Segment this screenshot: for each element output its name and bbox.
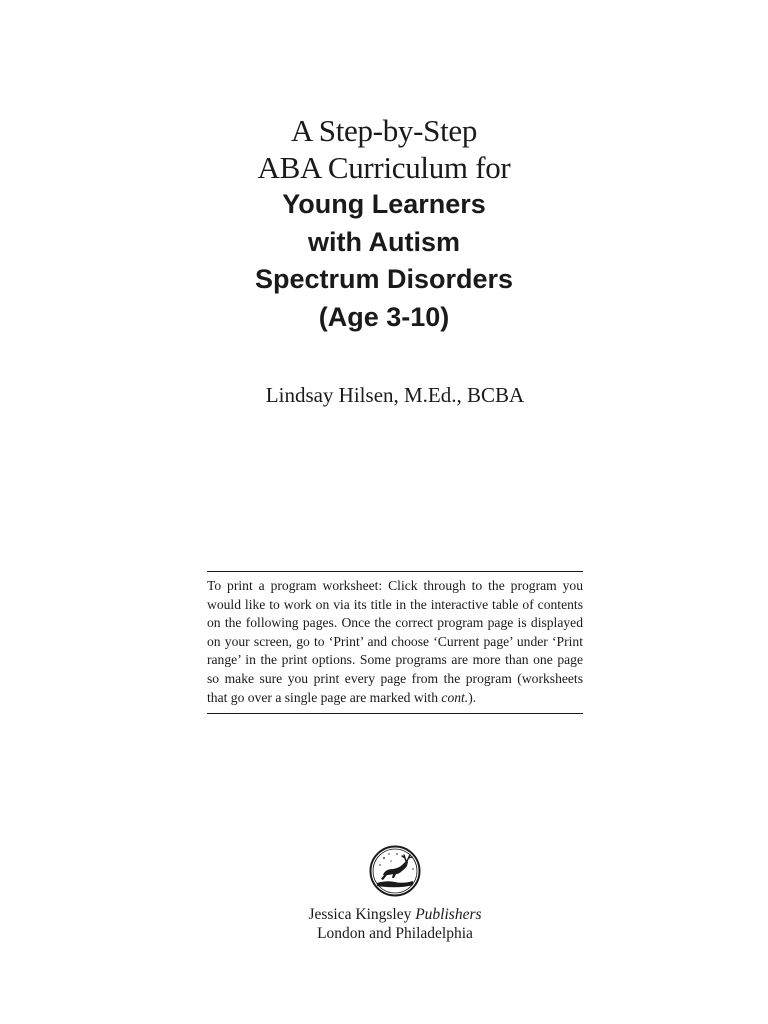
title-line: A Step-by-Step [290, 113, 478, 148]
title-line: with Autism [308, 226, 460, 257]
print-instructions [207, 571, 583, 714]
title-line: Young Learners [282, 189, 486, 219]
publisher-name-italic: Publishers [415, 906, 482, 923]
print-instructions-end: ). [468, 689, 477, 705]
print-instructions-italic: cont. [441, 689, 469, 705]
publisher-name-text: Jessica Kingsley [308, 906, 412, 923]
title-line: ABA Curriculum for [257, 150, 511, 185]
print-instructions-body: To print a program worksheet: Click through to the program you would like to work on via its title in the interactive table of contents on the following pages. Once the correct program page is displayed on your screen, go to ‘Print’ and choose ‘Current page’ under ‘Print range’ in the print options. Some programs are more than one page so make sure you print every page from the program (worksheets that go over a single page are marked with [207, 578, 583, 705]
book-title [0, 112, 768, 336]
publisher-imprint [0, 905, 768, 943]
title-line: Spectrum Disorders [254, 264, 514, 294]
title-line: (Age 3-10) [318, 301, 450, 332]
leaping-deer-icon [369, 845, 421, 897]
print-instructions-text [207, 577, 583, 707]
author-name: Lindsay Hilsen, M.Ed., BCBA [265, 383, 525, 407]
publisher-name [0, 905, 768, 924]
publisher-location: London and Philadelphia [317, 925, 473, 942]
